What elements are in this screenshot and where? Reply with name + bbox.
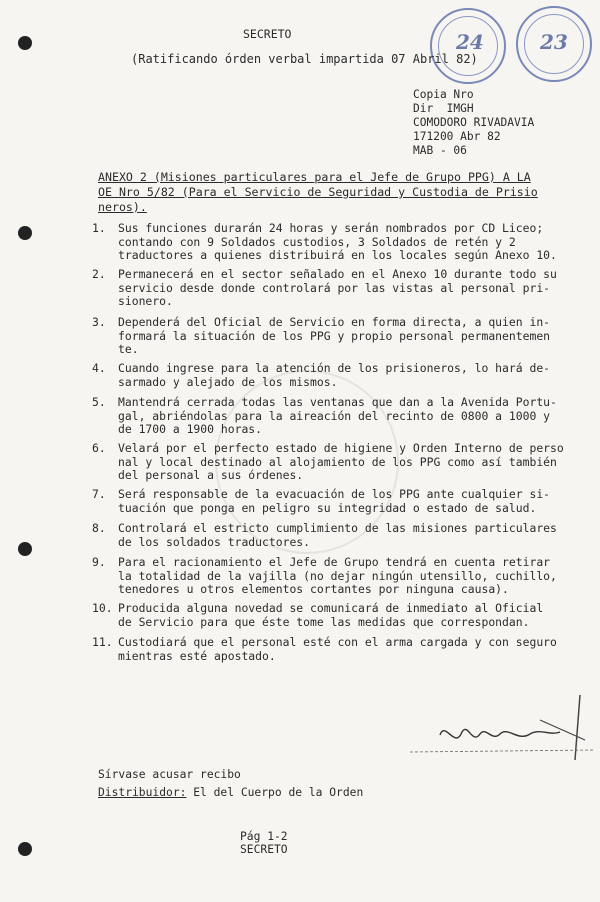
annex-title-line: OE Nro 5/82 (Para el Servicio de Seguridad y Custodia de Prisio bbox=[98, 185, 538, 199]
classification-bottom: SECRETO bbox=[240, 843, 288, 856]
mission-item-line: Permanecerá en el sector señalado en el Anexo 10 durante todo su bbox=[118, 267, 557, 281]
mission-item-text bbox=[118, 396, 582, 437]
mission-item-number: 2. bbox=[92, 267, 106, 281]
mission-item-number: 11. bbox=[92, 635, 113, 649]
mission-item-line: de los soldados traductores. bbox=[118, 534, 311, 549]
ratification-line: (Ratificando órden verbal impartida 07 Abril 82) bbox=[131, 52, 478, 66]
mission-item-line: Producida alguna novedad se comunicará de inmediato al Oficial bbox=[118, 601, 544, 615]
mission-item-text bbox=[118, 488, 582, 515]
distribution-line bbox=[98, 786, 363, 800]
mission-item-number: 9. bbox=[92, 555, 106, 569]
mission-item-line: formará la situación de los PPG y propio personal permanentemen bbox=[118, 328, 551, 343]
mission-item-line: del personal a sus órdenes. bbox=[118, 468, 304, 482]
mission-item-line: Para el racionamiento el Jefe de Grupo tendrá en cuenta retirar bbox=[118, 555, 551, 569]
mission-item-line: tenedores u otros elementos cortantes por ninguna causa). bbox=[118, 582, 509, 596]
mission-item-line: Velará por el perfecto estado de higiene y Orden Interno de perso bbox=[118, 441, 564, 455]
mission-item-text bbox=[118, 316, 582, 357]
mission-item-number: 5. bbox=[92, 395, 106, 409]
mission-item-number: 6. bbox=[92, 441, 106, 455]
mission-item-line: Cuando ingrese para la atención de los prisioneros, lo hará de- bbox=[118, 361, 551, 375]
address-line: 171200 Abr 82 bbox=[413, 130, 501, 143]
mission-item-line: sionero. bbox=[118, 294, 173, 308]
mission-item-line: Mantendrá cerrada todas las ventanas que dan a la Avenida Portu- bbox=[118, 395, 557, 409]
mission-item-line: gal, abriéndolas para la aireación del recinto de 0800 a 1000 y bbox=[118, 408, 551, 423]
mission-item-text bbox=[118, 362, 582, 389]
mission-item-line: Dependerá del Oficial de Servicio en forma directa, a quien in- bbox=[118, 315, 551, 329]
mission-item-line: de 1700 a 1900 horas. bbox=[118, 422, 263, 436]
mission-item-line: mientras esté apostado. bbox=[118, 648, 276, 663]
mission-item-text bbox=[118, 602, 582, 629]
mission-item-number: 4. bbox=[92, 361, 106, 375]
mission-item-line: nal y local destinado al alojamiento de los PPG como así también bbox=[118, 454, 557, 469]
mission-item-text bbox=[118, 522, 582, 549]
archive-stamp bbox=[430, 8, 506, 84]
address-line: MAB - 06 bbox=[413, 144, 467, 157]
stamp-number: 23 bbox=[540, 30, 568, 54]
mission-item-line: Controlará el estricto cumplimiento de las misiones particulares bbox=[118, 521, 557, 535]
archive-stamp bbox=[516, 6, 592, 82]
mission-item-line: te. bbox=[118, 342, 139, 356]
acknowledgement-request: Sírvase acusar recibo bbox=[98, 768, 241, 781]
classification-top: SECRETO bbox=[243, 27, 292, 41]
mission-item-number: 7. bbox=[92, 487, 106, 501]
mission-item-line: traductores a quienes distribuirá en los locales según Anexo 10. bbox=[118, 248, 557, 262]
mission-item-text bbox=[118, 268, 582, 309]
mission-item-number: 3. bbox=[92, 315, 106, 329]
address-line: Dir IMGH bbox=[413, 102, 474, 115]
address-line: Copia Nro bbox=[413, 88, 474, 101]
punch-hole bbox=[18, 542, 32, 556]
mission-item-number: 8. bbox=[92, 521, 106, 535]
mission-item-line: de Servicio para que éste tome las medidas que correspondan. bbox=[118, 614, 530, 629]
mission-item-line: sarmado y alejado de los mismos. bbox=[118, 374, 338, 389]
mission-item-line: contando con 9 Soldados custodios, 3 Soldados de retén y 2 bbox=[118, 234, 516, 249]
distribution-value: El del Cuerpo de la Orden bbox=[186, 786, 364, 799]
punch-hole bbox=[18, 36, 32, 50]
mission-item-text bbox=[118, 442, 582, 483]
annex-title-line: ANEXO 2 (Misiones particulares para el Jefe de Grupo PPG) A LA bbox=[98, 170, 531, 184]
mission-item-line: la totalidad de la vajilla (no dejar ningún utensillo, cuchillo, bbox=[118, 568, 557, 583]
distribution-label: Distribuidor: bbox=[98, 786, 187, 799]
mission-item-text bbox=[118, 636, 582, 663]
mission-item-line: tuación que ponga en peligro su integridad o estado de salud. bbox=[118, 500, 537, 515]
mission-item-number: 10. bbox=[92, 601, 113, 615]
address-line: COMODORO RIVADAVIA bbox=[413, 116, 535, 129]
mission-item-text bbox=[118, 222, 582, 263]
annex-title-line: neros). bbox=[98, 200, 147, 214]
mission-item-line: Custodiará que el personal esté con el arma cargada y con seguro bbox=[118, 635, 557, 649]
handwritten-signature bbox=[400, 690, 600, 770]
stamp-number: 24 bbox=[456, 30, 484, 54]
mission-item-number: 1. bbox=[92, 221, 106, 235]
mission-item-text bbox=[118, 556, 582, 597]
punch-hole bbox=[18, 226, 32, 240]
mission-item-line: servicio desde donde controlará por las vistas al personal pri- bbox=[118, 280, 551, 295]
mission-item-line: Será responsable de la evacuación de los PPG ante cualquier si- bbox=[118, 487, 551, 501]
punch-hole bbox=[18, 842, 32, 856]
mission-item-line: Sus funciones durarán 24 horas y serán nombrados por CD Liceo; bbox=[118, 221, 544, 235]
page-number: Pág 1-2 bbox=[240, 830, 288, 843]
